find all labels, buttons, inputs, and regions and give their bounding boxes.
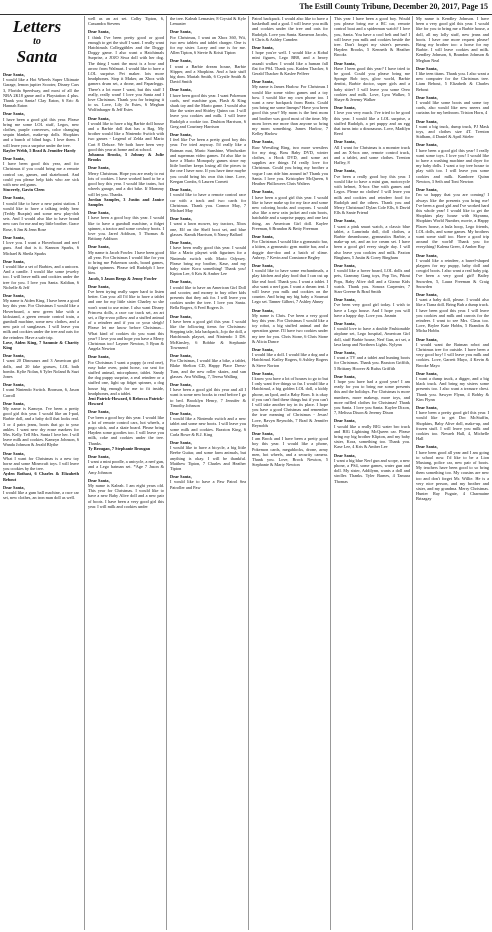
letter-body: I would like to have some enchantimals, a play kitchen and play food that I can cut up like real food. Thank you. I want a tablet. I also want a nerf gun. I want a dream tent. I will leave you milk and cookies on the counter. And bring my big baby a Sounsat Lego set. Tanner Gilbert, 7 Ashley Abney bbox=[252, 268, 328, 305]
letter-item bbox=[170, 16, 246, 26]
letter-signature: Jeni Patrick-Howard, 6 Rebecca Patrick-Howard bbox=[88, 396, 164, 407]
letter-item bbox=[3, 293, 79, 350]
letters-list bbox=[88, 16, 164, 509]
letter-item bbox=[334, 61, 410, 103]
letter-item bbox=[252, 16, 328, 42]
letter-item bbox=[252, 347, 328, 368]
letter-salutation: Dear Santa, bbox=[3, 382, 25, 388]
letter-signature: Jordan Samples, 3 Justin and Janice Samples bbox=[88, 196, 164, 207]
letter-item bbox=[252, 45, 328, 76]
letter-salutation: Dear Santa, bbox=[334, 349, 356, 355]
letter-body: I want a pink smart watch, a classic blue tablet, a Lamrinda doll, doll clothes, a Barbie dreamhouse, gymnastics Barbie, a make-up set, and an ice cream set. I have been a good girl every single day. I will also leave you cookies and milk. Paxton Bingham, 5 Justin & Corey Bingham bbox=[334, 223, 410, 260]
letter-item bbox=[334, 168, 410, 215]
letter-salutation: Dear Santa, bbox=[170, 58, 192, 64]
letter-body: I would like to have a bicycle, a big little Beebe Guitar, and some farm animals, but anything is okay. I will be thankful. Matthew Tipton, 7 Charles and Heather Tipton bbox=[170, 445, 246, 472]
letter-body: I've been a good boy this year. I would like a lot of remote control cars, hot wheels, a pogo stick, and a skate board. Please bring Hayden some goodies too. I will leave you milk, coke and cookies under the tree. Thanks. bbox=[88, 414, 164, 446]
letter-item bbox=[170, 58, 246, 84]
letter-salutation: Dear Santa, bbox=[334, 262, 356, 268]
letter-item bbox=[88, 210, 164, 241]
letter-item bbox=[3, 401, 79, 448]
letter-body: I would like a reindeer, a barrel-shaped playpen for my puppy, baby doll and cowgirl boots. I also want a real baby pig. I've been a very good girl! Bailey Snowden, 5, Laura Freeman & Craig Snowden bbox=[416, 257, 489, 289]
letter-item bbox=[416, 119, 489, 140]
letter-body: Raw Wrestling Ring, two more wrestlers for my ring, Boss Baby DVD, winter clothes, a Hook DVD, and some art supplies are things I'd really love for Christmas. Could you bring my brother a vogue I can ride him around in? Thank you Santa. I love you. Kristopher McQueen, 6 Heather Phillowees Chris Walters bbox=[252, 144, 328, 187]
letter-body: well as an art set. Colby Tipton, 6, Cassandra Stevens bbox=[88, 16, 164, 27]
logo-line-letters: Letters bbox=[12, 17, 62, 36]
letter-item bbox=[334, 418, 410, 449]
column-6 bbox=[412, 16, 492, 930]
letter-salutation: Dear Santa, bbox=[3, 234, 25, 240]
letter-body: My name is Chris. I've been a very good boy this year. For Christmas I would like a toy robot, a big stuffed animal and the operation game. I'll have two cookies under my tree for you. Chris Stone, 6 Chris Stone & Alicia Dance bbox=[252, 312, 328, 344]
letter-item bbox=[170, 411, 246, 437]
letter-salutation: Dear Santa, bbox=[88, 477, 110, 483]
letter-salutation: Dear Santa, bbox=[170, 313, 192, 319]
letter-salutation: Dear Santa, bbox=[88, 409, 110, 415]
letter-salutation: Dear Santa, bbox=[416, 336, 438, 342]
letter-body: I would like a doll. I would like a dog and a Hatchimal. Kailey Rogers, 6 Ashley Rogers & Steve Norton bbox=[252, 352, 328, 368]
letter-salutation: Dear Santa, bbox=[252, 189, 274, 195]
letter-item bbox=[170, 314, 246, 350]
letter-body: I love you. I want a Hoverboard and nerf guns. And that is it. Kannon Sparks, 6 Michael & Sheila Sparks bbox=[3, 240, 79, 256]
letter-body: I have been a good boy this year. I would like to have a gumball machine, a fidget spinner, a tractor and some cowboy boots. I love you. Jared Addison, 5 Thomas & Brittany Addison bbox=[88, 215, 164, 242]
letter-body: I like teen titans. Thank you. I also want a new computer for the Christmas tree. Liam Bebout, 5 Elizabeth & Charles Bebout bbox=[416, 71, 489, 92]
letter-salutation: Dear Santa, bbox=[334, 320, 356, 326]
letter-salutation: Dear Santa, bbox=[252, 346, 274, 352]
letter-item bbox=[334, 321, 410, 347]
column-1 bbox=[3, 16, 82, 930]
letter-body: Merry Christmas. Hope you are ready to eat lots of cookies. I have worked hard to be a good boy this year. I would like trains, hot wheels garage, and a dirt bike. If Mommy will let you. Thanks. bbox=[88, 170, 164, 197]
letter-body: My name is James Harlow. For Christmas I would like some video games and a toy bow. I would like my own phone too. I want a new backpack from Beats. Could you bring me some lineups? Have you been good this year? My mom is the best mom and brother was good most of the time. My mom loves me more than anyone so bring my mom something. James Harlow, 7 Kelley Harlow bbox=[252, 84, 328, 137]
letter-item bbox=[334, 16, 410, 58]
letter-body: I have been a pretty good girl this year. I would like to get Doc McStuffin, Shopkins, Baby Alive doll, make-up, and frozen stuff. I will leave you milk and cookies too. Nevaeh Hall, 4, Michelle Hall bbox=[416, 410, 489, 442]
letter-salutation: Dear Santa, bbox=[88, 165, 110, 171]
letter-item bbox=[334, 350, 410, 371]
letter-item bbox=[170, 240, 246, 276]
letter-body: I love you very much. I've tried to be good this year. I would like a LOL surprise, a stuffed Rudolph, a pet puppy and an egg that turns into a dinosaurus. Love, Madilyn Reed bbox=[334, 110, 410, 137]
letter-item bbox=[3, 259, 79, 290]
letter-item bbox=[334, 297, 410, 318]
letter-salutation: Dear Santa, bbox=[252, 233, 274, 239]
letter-body: I know you have a lot of houses to go to but I only want five things so far. I would like a Hatchimal, a big golden LOL doll, a kiddy phone, an Ipod, and a Baby Born. It is okay if you can't find these things but if you can't I will take another toy in its place. I hope you have a good Christmas and remember the true meaning of Christmas - Jesus! Love, Ravyn Reynolds, 7 Brad & Jennifer Reynolds bbox=[252, 376, 328, 428]
letter-item bbox=[88, 244, 164, 280]
letter-salutation: Dear Santa, bbox=[3, 195, 25, 201]
letter-body: All I want for Christmas is a monster truck and an X-box one, remote control truck, and a tablet, and some clothes. Trenton Hafley, 8 bbox=[334, 144, 410, 166]
letter-body: I'm so happy that you are coming! I always like the presents you bring me! I've been a good girl and I've worked hard this whole year! I would like to get the Shopkins play house with Skyanna, Shopkins World Number, movie, a Happy Places house, a hula hoop, Lego friends, LOL dolls, and some games. My brothers want some stuff too. Have a good trip around the world! Thank you for everything! Kalena Greer, 4 Amber Ray bbox=[416, 192, 489, 250]
letter-salutation: Dear Santa, bbox=[416, 405, 438, 411]
letter-salutation: Dear Santa, bbox=[416, 291, 438, 297]
letter-salutation: Dear Santa, bbox=[252, 307, 274, 313]
letter-body: I want 20 Dinosaurs and 3 American girl dolls, and 20 fake grasses, LOL bath bombs. Kylie Nolan, 6 Tyler Noland & Suzi Jones bbox=[3, 358, 79, 379]
letter-salutation: Dear Santa, bbox=[334, 218, 356, 224]
letter-item bbox=[88, 16, 164, 26]
letters-list bbox=[416, 16, 489, 502]
letter-body: I would like a gum ball machine, a race car set, new clothes, an iron man doll as well. bbox=[3, 490, 79, 501]
column-4 bbox=[248, 16, 331, 930]
letter-salutation: Dear Santa, bbox=[334, 452, 356, 458]
letter-salutation: Dear Santa, bbox=[416, 370, 438, 376]
letter-salutation: Dear Santa, bbox=[88, 283, 110, 289]
letter-item bbox=[252, 79, 328, 136]
letter-item bbox=[170, 353, 246, 379]
letter-item bbox=[170, 132, 246, 184]
letter-salutation: Dear Santa, bbox=[3, 156, 25, 162]
letter-body: I want a mini poodle, a unicycle, a nerf gun, and a Lego batman set. *Age 7 Jason & Amy Johnson bbox=[88, 459, 164, 475]
logo-line-to: to bbox=[33, 36, 41, 47]
column-2 bbox=[84, 16, 167, 930]
letter-body: I want a TV and a tablet and hunting boots for Christmas. Thank you. Braxton Griffith, 5 Brittany Hoover & Rufus Griffith bbox=[334, 355, 410, 371]
letter-item bbox=[416, 292, 489, 334]
letter-salutation: Dear Santa, bbox=[88, 454, 110, 460]
letter-salutation: Dear Santa, bbox=[416, 444, 438, 450]
letter-item bbox=[3, 156, 79, 192]
letter-signature: Sincerely, Gavin Cleen bbox=[3, 187, 45, 193]
letter-salutation: Dear Santa, bbox=[88, 244, 110, 250]
letter-item bbox=[88, 409, 164, 451]
letter-body: What I want for Christmas is a new toy horse and some Minecraft toys. I will leave you cookies by the tree. bbox=[3, 455, 79, 472]
letter-item bbox=[170, 440, 246, 471]
letter-body: I want a baby doll, please. I would also like a Tiana doll. Bring Bub a dump truck. I have been good this year. I will leave you cookies and milk and carrots for the reindeer. I want to see Mrs. Claus too. Love, Brylee Kate Hobbs, 5 Brandon & Micha Hobbs bbox=[416, 297, 489, 334]
letter-body: I want a lawn mower, toy tractors, Xbox one, Elf on the Shelf boot set, and blue glasses. Kamik Harrison, 6 Nancy Ballard bbox=[170, 221, 246, 237]
letter-item bbox=[3, 485, 79, 501]
letter-body: I would like a set of Barbies, and a unicorn. And a candle. I would like some jewelry too. I will leave milk and cookies under the tree for you. I love you Santa. Kaldian, 6 Nichelle & Jeff bbox=[3, 263, 79, 290]
letter-salutation: Dear Santa, bbox=[3, 353, 25, 359]
letters-list bbox=[334, 16, 410, 484]
letter-salutation: Dear Santa, bbox=[334, 105, 356, 111]
letter-salutation: Dear Santa, bbox=[170, 411, 192, 417]
letter-body: I have been a good girl this year. Please bring me some LOL stuff, Legos, new clothes, purple converses, color changing sequin blanket, make-up dolls. Shopkins and a bunch of blind bags. I love them. I will leave you a surprise under the tree. bbox=[3, 116, 79, 148]
letter-body: I am Brock and I have been a pretty good boy this year. I would like a phone, Pokemon cards, megablocks, drone, army men, hot wheels, and a security camera. Thank you. Love, Brock Newton, 5 Stephanie & Marty Newton bbox=[252, 436, 328, 468]
letter-body: I would like to have a remote control race car with a track and two cards for Christmas. Thank you. Connor May, 7 Michael May bbox=[170, 192, 246, 213]
letter-item bbox=[88, 354, 164, 406]
letter-salutation: Dear Santa, bbox=[170, 29, 192, 35]
letter-signature: Johanna Brooks, 5 Johnny & Julie Brooks bbox=[88, 152, 164, 163]
letters-columns bbox=[3, 16, 491, 930]
letter-body: I have been really good this year. I would like a Mario playset with figurines for a Nintendo switch with Mario Odyssey. Please bring my brother, Kase, and my baby sister Kora something! Thank you! Kipton Lee, 6 Kris & Amber Lee bbox=[170, 245, 246, 277]
letter-salutation: Dear Santa, bbox=[334, 60, 356, 66]
letter-body: the tree. Kaleah Lemaster, 8 Crystal & Kyle Lemaster bbox=[170, 16, 246, 27]
letter-item bbox=[3, 382, 79, 398]
letter-item bbox=[416, 444, 489, 501]
letter-body: I have been a good girl this year. I would like the following items for Christmas: Stepping tale, lola backpack, Jojo the doll, a Hatchimals playset, and Nintendo 3 DS. McKinsley, 6 Bobbie & Stephanie Townsend bbox=[170, 318, 246, 350]
letter-salutation: Dear Santa, bbox=[170, 132, 192, 138]
letter-salutation: Dear Santa, bbox=[334, 418, 356, 424]
letters-list bbox=[3, 72, 79, 500]
letters-to-santa-logo bbox=[3, 18, 71, 66]
letter-item bbox=[88, 29, 164, 112]
letter-salutation: Dear Santa, bbox=[3, 292, 25, 298]
letter-item bbox=[170, 382, 246, 408]
letter-body: My name is Kaleah. I am eight years old. This year for Christmas. I would like to have a new Baby Alive doll and a new pair of boots. I have been a very good girl this year. I will milk and cookies under bbox=[88, 483, 164, 509]
letter-salutation: Dear Santa, bbox=[170, 216, 192, 222]
letters-list bbox=[252, 16, 328, 467]
letter-body: I would like a Nintendo switch and a new tablet and some new boots. I will leave you some milk and cookies. Braxton King, 6 Carla Bowe & B.J. King bbox=[170, 416, 246, 437]
letter-body: I have been good this year, and for Christmas if you could bring me a remote control car, games, and skateboard. And could you please help kids who are sick with new red gums. bbox=[3, 161, 79, 188]
letter-salutation: Dear Santa, bbox=[170, 87, 192, 93]
publication-line: The Estill County Tribune, December 20, 2017, Page 15 bbox=[299, 2, 488, 11]
column-5 bbox=[330, 16, 413, 930]
letter-salutation: Dear Santa, bbox=[3, 484, 25, 490]
letter-body: I want a dump truck, a digger, and a big black truck. And bring my sisters some presents too. I also want a treasure chest. Thank you. Sawyer Flynn, 4 Bobby & Kim Flynn bbox=[416, 376, 489, 402]
letter-body: My name is Aiden King. I have been a good boy this year. For Christmas I would like a Hoverboard, a new green bike with a kickstand, a green remote control train, a gumball machine, some new clothes, and a new pair of sunglasses. I will leave you milk and cookies under the tree and oats for the reindeer. Have a safe trip. bbox=[3, 298, 79, 340]
letter-item bbox=[170, 187, 246, 213]
letter-item bbox=[416, 337, 489, 368]
letter-body: I would like to have a Paw Patrol Sea Patroller and Paw bbox=[170, 479, 246, 490]
letter-body: I would like to have a new paint station. I would like to have a talking teddy bear (Teddy Ruxpin) and some new play-doh sets. And I would also like to have brand new cars for me and my little brother. Grace Rose, 6 Jim & Jenn Rose bbox=[3, 200, 80, 232]
letter-body: I want Nintendo Switch. Bronson, 6, Jason Carroll bbox=[3, 387, 79, 398]
letter-body: I would like a Hot Wheels Super Ultimate Garage, lemon jupiter Scooter, Disney Cars 3, Florida Speedway, and most of all the NBA 2K18 game and a Playstation 4 plus. Thank you Santa! Clay Eaton, 6 Eric & Hannah Eaton bbox=[3, 77, 79, 109]
letter-salutation: Dear Santa, bbox=[170, 382, 192, 387]
letter-item bbox=[3, 235, 79, 256]
letter-item bbox=[170, 216, 246, 237]
page-header bbox=[0, 0, 492, 15]
letter-salutation: Dear Santa, bbox=[334, 139, 356, 145]
letter-item bbox=[170, 29, 246, 55]
letter-body: I want a big blue Nerf gun and scope, a new phone, a PS4, some games, water gun and doll. My sister, Addilynn, wants a doll and stroller. Thanks. Tyler Barnes, 4 Tamara Thomas bbox=[334, 457, 410, 484]
letter-signature: Love, Aiden King, 7 Sammie & Charity King bbox=[3, 339, 79, 350]
letter-salutation: Dear Santa, bbox=[88, 115, 110, 121]
column-3 bbox=[166, 16, 249, 930]
letter-salutation: Dear Santa, bbox=[3, 72, 25, 77]
letter-item bbox=[3, 353, 79, 379]
letter-body: I would like to have a big Barbie doll house and a Barbie doll that has a Bag. My brother would like a Nintendo Switch with two games - Legend of Zelda and Mario Cart 8 Deluxe. We both have been very good this year at home and at school. bbox=[88, 120, 164, 152]
letter-body: I would like a really BIG water bro truck and BIG Lightning McQueen car. Please bring my big brother Klipton, and my baby sister, Kora, something too. Thank you. Kase Lee, 4 Kris & Amber Lee bbox=[334, 423, 410, 450]
letter-signature: Raylee Webb, 5 Brad & Jennifer Hardy bbox=[3, 147, 76, 153]
letter-body: My name is Jacob Fowler. I have been good all year. For Christmas I would like for you to bring me Pokemon cards, board games, fidget spinners. Please tell Rudolph I love him. bbox=[88, 249, 164, 276]
letter-body: I want a Barbie dream house, Barbie Slipper, and a Shopkins. And a hair stuff big dom. Mariah Smith, 6 Crystle Smith & David Smith bbox=[170, 63, 246, 85]
letter-salutation: Dear Santa, bbox=[416, 187, 438, 193]
letter-body: For Christmas, I want an Xbox 360, Wii, two new tablets and tablet charger. One is for my sister. Lacey and one is for me. Allen Tipton, 6 Stevie & Kristi Tipton bbox=[170, 34, 246, 56]
letter-salutation: Dear Santa, bbox=[88, 29, 110, 35]
letter-body: I think I've been pretty good or good enough to get the stuff I want. I really want Hatchimals Colleggtibles and the Doggy Doggy game. I also want a Hatchimals Surprise, a JOJO Siwa doll with her dog. The thing I want the most is a bow and arrow from Walmart. I would like to have a LOL surprise. Pet maker. lots more headphones. Stop it Maker, an Xbox with gamers drum set, a drone, and Paparleggs. There's a lot more I want, but this stuff I really, really want! I love you Santa and I love Christmas. Thank you for bringing it to us. Love, Lily Jo Estes, 6 Meghan Wolfinbarger & Jeff Estes bbox=[88, 34, 164, 113]
letter-item bbox=[3, 72, 79, 108]
letters-list bbox=[170, 16, 246, 490]
letter-body: I have been a good girl this year! I really want some toys. I love you! I would like to have a washing machine and dryer for my baby dolls. I want a toy tree house to play with too. I will leave you some cookies and milk. Kambree Quinn Newton, 3 Seth and Toni Newton bbox=[416, 147, 489, 184]
letter-item bbox=[170, 87, 246, 129]
letter-item bbox=[334, 453, 410, 484]
letter-salutation: Dear Santa, bbox=[416, 142, 438, 148]
letter-item bbox=[252, 431, 328, 467]
letter-salutation: Dear Santa, bbox=[88, 354, 110, 360]
letter-signature: Ayden Bothast, 6 Charles & Elizabeth Bebout bbox=[3, 471, 79, 482]
letter-item bbox=[416, 142, 489, 184]
letter-body: Patrol backpack. I would also like to have a basketball and a goal. I will leave you milk and cookies under the tree and oats for Rudolph. Love you Santa. Kameron Jacobs, 6 Chris & Ashley Camden bbox=[252, 16, 328, 42]
letter-item bbox=[334, 374, 410, 416]
letter-item bbox=[416, 16, 489, 63]
letter-salutation: Dear Santa, bbox=[3, 111, 25, 117]
letter-salutation: Dear Santa, bbox=[3, 450, 25, 456]
letter-body: I would want the Batman robot and Christmas tree for outside. I have been a very good boy! I will leave you milk and cookies. Love, Garrett Mayo, 4 Kevin & Brooke Mayo bbox=[416, 341, 489, 368]
letter-item bbox=[252, 234, 328, 260]
letter-salutation: Dear Santa, bbox=[252, 45, 274, 51]
letter-body: My name is Kamryn. I've been a pretty good girl this year. I would like an I-pad, Barbie doll, and a baby doll that looks real. 3 or 4 pairs jeans, boots that go to your ankles. I want new dry erase markers for Mrs. Kelly. Tell Mrs. Santa I love her. I will leave milk and cookies. Kamryn Johnson, 6 Wanda Johnson & Jerald Blythe bbox=[3, 405, 79, 448]
letter-body: I have been good all year and I am going to school now. I'd like to be a Lion Mustang, police car, new pair of boots. My teachers have been good to so bring them something too. My cousins are new too and don't forget Mr. Willie. He is a very nice person, and my brother and sister, and my grandma. Merry Christmas. Hunter Ray Fugate, 4 Charmaine Brizagay bbox=[416, 449, 489, 502]
letter-body: For Christmas I would like a gymnastic bar, a kitten, a gymnastic gym mattie bar, and a doggie doe-doo and a batch of slime. Aubrey, 7 Kevin and Constance Begley bbox=[252, 239, 328, 260]
letter-item bbox=[334, 105, 410, 136]
letter-item bbox=[252, 371, 328, 428]
letter-salutation: Dear Santa, bbox=[3, 258, 25, 264]
letter-item bbox=[170, 474, 246, 490]
letter-item bbox=[416, 371, 489, 402]
letter-body: I would like some boots and some toy cards, also would like new sneers and curtains for my bedroom. Triston Horn, 4 bbox=[416, 100, 489, 116]
letter-item bbox=[3, 111, 79, 153]
letter-item bbox=[88, 165, 164, 207]
letter-item bbox=[334, 139, 410, 165]
letter-salutation: Dear Santa, bbox=[416, 252, 438, 258]
letter-body: I hope you're well. I would like a Kobal mini figures, Lego BB8, and a heavy assault walker. I would like a human fall flat for PS4. Thank you. Kaiden Thacker, 6 Gerald Thacker & Kaslee Pelfeer bbox=[252, 50, 328, 77]
letter-item bbox=[88, 478, 164, 509]
letter-body: I would like a hover board, LOL dolls and pets, Grammy Gang toys, Pop Tos, Pikmi Pops, Baby Alive doll and a Gizmo Kids watch. Thank you. Sonora Carpenter, 7 Starr Greene & Brad Smith bbox=[334, 268, 410, 294]
letter-body: I want a big truck, dump truck, PJ Mask toys, and clothes size 4T. Trenton Stidham, 4 Daniel & April Stieler bbox=[416, 123, 489, 140]
letter-body: I have been good this year. I want Pokemon cards, nerf machine gun, Flash & King shark toy and the Mario game. I would also like the water and Shirley Quinn car. I will leave you cookies and milk. I will leave Rudolph a cookie too. Dashton Harrison, 6 Greg and Courtney Harrison bbox=[170, 92, 246, 129]
letter-salutation: Dear Santa, bbox=[170, 474, 192, 480]
letter-item bbox=[416, 95, 489, 116]
letter-item bbox=[88, 284, 164, 352]
letter-salutation: Dear Santa, bbox=[334, 373, 356, 379]
letter-item bbox=[252, 263, 328, 305]
letter-salutation: Dear Santa, bbox=[170, 239, 192, 245]
letter-body: This year I have been a good boy. Would you please bring me a RC car, remote control boat and a spiderman watch? I love you, Santa. You have a cool belt and hat! I will leave you milk and cookies beside the tree. Don't forget my sister's presents. Hayden Brooks, 5 Kenneth & Heather Brooks bbox=[334, 16, 410, 58]
letter-salutation: Dear Santa, bbox=[416, 65, 438, 71]
letter-item bbox=[334, 218, 410, 260]
letter-item bbox=[416, 187, 489, 249]
letter-item bbox=[88, 116, 164, 163]
letter-body: My name is Kendley Johnson. I have been a very good girl this year. I would like for you to bring me a Barbie house, a doll, all my lolly stuff, new jeans and boots. I have one more request please! Bring my brother too: a horse for my Barbie. I will leave cookies and milk. Kendley Johnson, 6, Brandon Johnson & Meghan Neal bbox=[416, 16, 489, 63]
letter-salutation: Dear Santa, bbox=[170, 279, 192, 285]
letter-salutation: Dear Santa, bbox=[170, 187, 192, 193]
letter-body: I hope you have had a good year! I am ready for you to bring me some presents this and the holidays. For Christmas is more numbers, more makeup, more toys, and more ruffled clothes for Christmas! Thank you Santa. I love you Santa. Kaylee Dixon, 7, Melissa Dixon & Jeremy Dixon bbox=[334, 379, 410, 416]
letter-body: I've been a really good boy this year. I would like to have a mini gun, motorcycle with helmet, X-box One with games and Legos. Please no clothes! I will leave you milk and cookies and reindeer food for Rudolph and the others. Thank you and Merry Christmas! Dylan Cole Ells, 6 David Ells & Sanie Friend bbox=[334, 173, 410, 216]
letter-salutation: Dear Santa, bbox=[88, 210, 110, 216]
letter-salutation: Dear Santa, bbox=[252, 370, 274, 376]
logo-line-santa: Santa bbox=[16, 47, 58, 66]
letter-salutation: Dear Santa, bbox=[252, 431, 274, 437]
letter-item bbox=[252, 139, 328, 186]
letter-item bbox=[416, 405, 489, 441]
letter-salutation: Dear Santa, bbox=[252, 79, 274, 85]
letter-body: I would love to have a double Fashionable airplane set, Lego hospital, American Girl doll, stuff Barbie house, Nerf Gun, art set, a lava lamp and Northern Lights. Nylynn bbox=[334, 326, 410, 347]
letter-signature: Jacob, 5 Jason Beegs & Jenny Fowler bbox=[88, 275, 157, 281]
letter-item bbox=[3, 451, 79, 482]
letter-body: For Christmas I want a puppy (a real one), easy bake oven, paint horse, car seat for stuffed animal, microphone, tablet. Sandy the dog puppy surprise, a real reindeer or a stuffed one, light up fidget spinner, a dog house big enough for me to fit inside, headphones, and a tablet. bbox=[88, 359, 164, 396]
letter-salutation: Dear Santa, bbox=[252, 262, 274, 268]
letter-body: I've been trying really super hard to listen better. Can you: all I'd like to have a tablet and one for my little sister Charley so she won't want to use mine. I also want Disney Princess dolls, a race car track set, an art set, a flip-a-zoo pillow and a stuffed animal of a reindeer and if you or your sleigh! Please let me know before Christmas... What kind of cookies do you want this year? I love you and hope you have a Merry Christmas too! Laynee Newton, 5 Ryan & Angela Newton bbox=[88, 288, 165, 352]
letter-signature: Ty Brougan, 7 Stephanie Brougan bbox=[88, 445, 151, 451]
letter-body: I have been a good girl this year and all I want is some new books to read before I go to bed. Brooklyn Henry, 7 Jennifer & Timothy Johnson bbox=[170, 387, 246, 408]
letter-salutation: Dear Santa, bbox=[252, 139, 274, 145]
letter-item bbox=[252, 308, 328, 344]
letter-salutation: Dear Santa, bbox=[416, 94, 438, 100]
letter-salutation: Dear Santa, bbox=[416, 118, 438, 124]
letter-body: Have I been good this year? I have tried to be good. Could you please bring me Sponge Bob toys, glow world, Barbie dentist, Barbie doctor, super girls and a baby sitter? I will leave you some Oreo cookies and milk. Love, Lyra Walker, 5 Shaye & Jeremy Walker bbox=[334, 65, 410, 103]
letter-salutation: Dear Santa, bbox=[334, 297, 356, 303]
letter-salutation: Dear Santa, bbox=[3, 400, 25, 406]
letter-item bbox=[252, 189, 328, 231]
letter-item bbox=[334, 263, 410, 294]
letter-salutation: Dear Santa, bbox=[170, 352, 192, 358]
letter-body: For Christmas, I would like a bike, a tablet, Blake Shelton CD, Happy Place Dress-Turn, and the new roller skates, and sun glasses. Ava Walling, 7, Teresa Walling bbox=[170, 358, 246, 379]
letter-salutation: Dear Santa, bbox=[334, 168, 356, 174]
letter-body: I would like to have an American Girl Doll and scooter, and money to buy other kids presents that they ask for. I will leave you cookies under the tree. I love you Santa. Bella Rogers, 6 Fred Rogers Jr. bbox=[170, 284, 246, 311]
letter-item bbox=[170, 279, 246, 310]
letter-item bbox=[416, 253, 489, 289]
letter-body: I have been a good girl this year. I would like to have make up for my face and some new coloring books and crayons. I would also like a new rain jacket and rain boots, hatchable and a surprise puppy, and one last thing, an American Girl doll. Kaylee Freeman, 6 Brandon & Betty Freeman bbox=[252, 194, 328, 231]
letter-salutation: Dear Santa, bbox=[170, 440, 192, 446]
letter-item bbox=[3, 195, 79, 231]
letter-item bbox=[88, 454, 164, 475]
letter-body: I've been very good girl today. I wish to have a Lego house. And I hope you will have a happy day. Love you. Jasmin bbox=[334, 302, 410, 318]
letter-item bbox=[416, 66, 489, 92]
letter-body: I feel like I've been a pretty good boy this year. I've tried anyway. I'd really like a Batman mat, Mario Sunshine, Windwaker and superman video games. I'd also like to have a Mario Monopoly games since my little brother keeps losing all the pieces to the one I have now. If you have time maybe you could bring his own this time. Love, Keegan Combs, 6 Lauren Cornett bbox=[170, 137, 246, 184]
